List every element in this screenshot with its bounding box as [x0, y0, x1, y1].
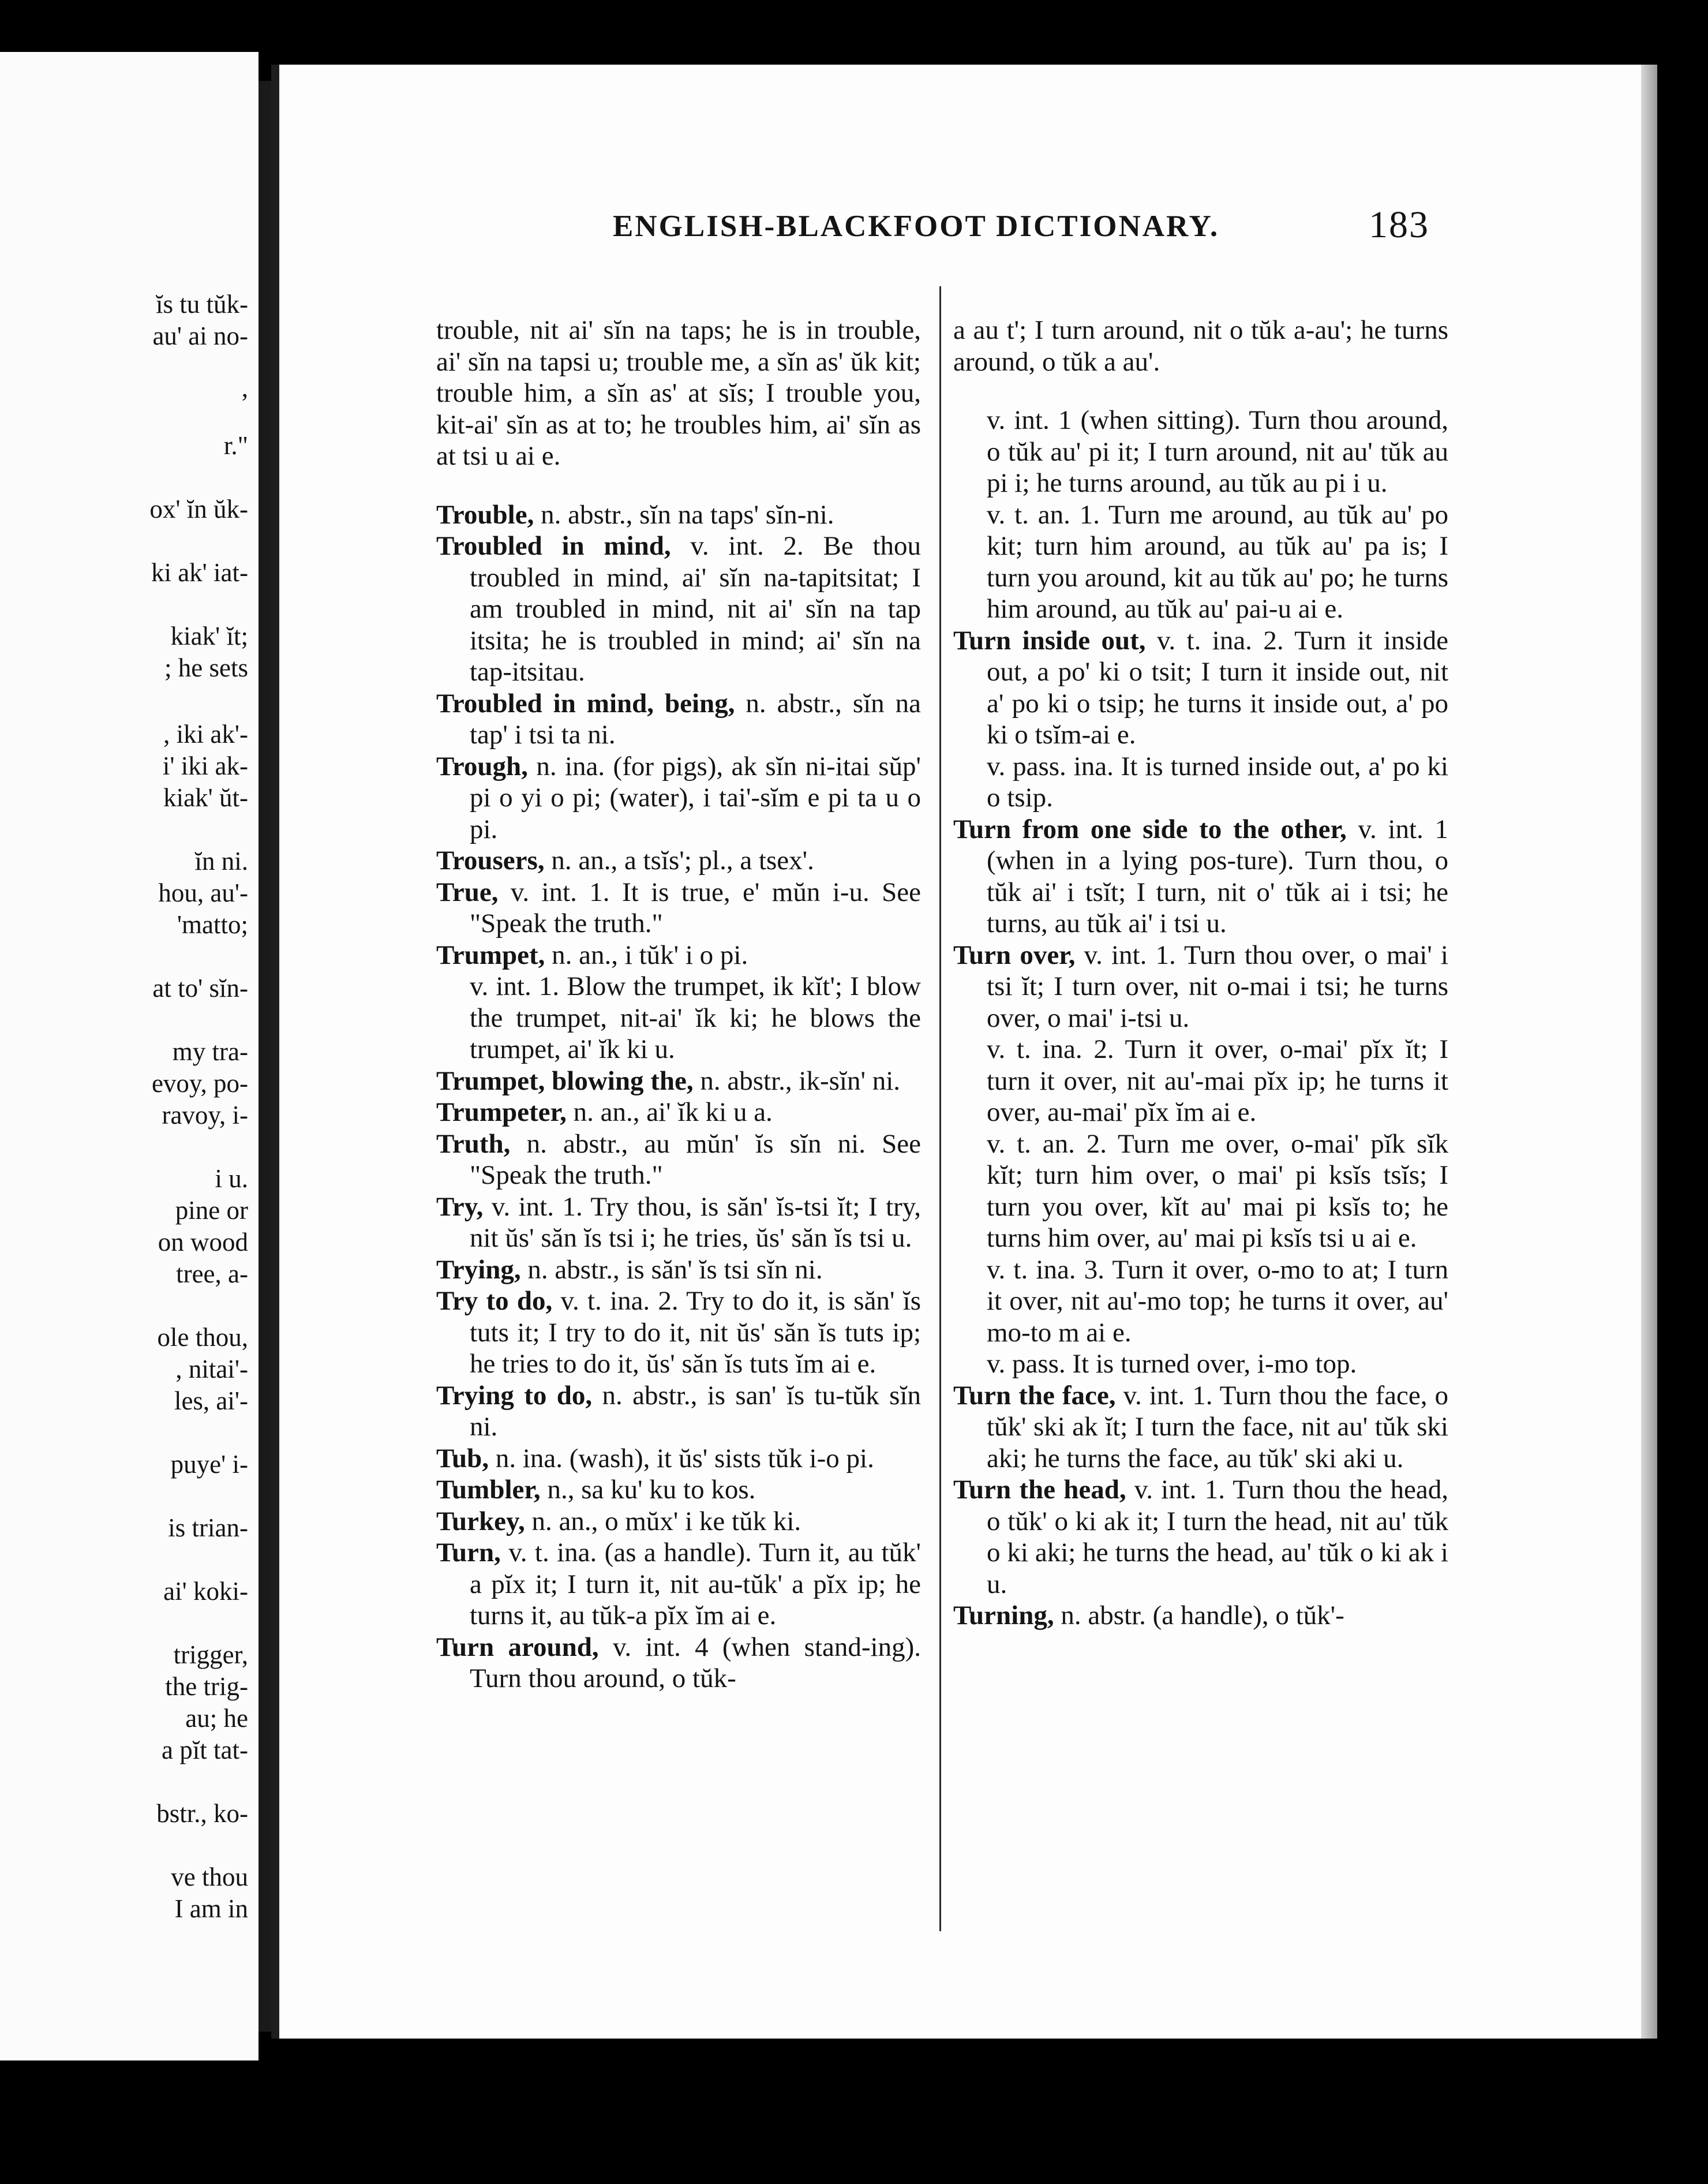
entry-headword: Turkey, — [436, 1506, 525, 1536]
entry-headword: Turn inside out, — [953, 625, 1146, 656]
dictionary-entry — [436, 1097, 921, 1128]
entry-headword: Troubled in mind, being, — [436, 688, 735, 719]
left-page-fragment: puye' i- — [170, 1450, 248, 1479]
entry-definition: v. int. 1. Turn thou the head, o tŭk' o ki ak it; I turn the head, nit au' tŭk o ki aki; he turns the head, au' tŭk o ki ak i u. — [987, 1475, 1449, 1599]
page-edge — [1641, 65, 1657, 2039]
left-page-fragment: ; he sets — [164, 653, 248, 682]
entry-headword: Truth, — [436, 1128, 511, 1159]
dictionary-entry — [953, 625, 1448, 751]
dictionary-entry — [436, 1443, 921, 1475]
entry-headword: Tub, — [436, 1443, 489, 1474]
left-page-fragment: ĭs tu tŭk- — [155, 290, 248, 319]
dictionary-entry — [436, 1474, 921, 1506]
dictionary-entry — [436, 499, 921, 531]
entry-sense: v. t. an. 1. Turn me around, au tŭk au' po kit; turn him around, au tŭk au' pa is; I turn you around, kit au tŭk au' po; he turns him around, au tŭk au' pai-u ai e. — [987, 499, 1448, 624]
entry-headword: Turning, — [953, 1600, 1054, 1630]
dictionary-entry — [436, 1254, 921, 1286]
left-page-fragment: r." — [223, 431, 248, 460]
left-page-fragment: les, ai'- — [174, 1386, 248, 1415]
entry-definition: n. abstr., ik-sĭn' ni. — [693, 1065, 901, 1096]
left-page-fragment: at to' sĭn- — [152, 974, 248, 1003]
entry-sense: v. int. 1. Blow the trumpet, ik kĭt'; I blow the trumpet, nit-ai' ĭk ki; he blows the trumpet, ai' ĭk ki u. — [470, 971, 921, 1064]
entry-definition: n. an., a tsĭs'; pl., a tsex'. — [544, 846, 814, 876]
dictionary-entry — [436, 1065, 921, 1097]
entry-definition: n. ina. (wash), it ŭs' sists tŭk i-o pi. — [489, 1443, 874, 1474]
dictionary-entry — [436, 1285, 921, 1380]
left-page-fragment: I am in — [174, 1894, 248, 1923]
entry-headword: Turn, — [436, 1538, 501, 1568]
entry-definition: v. int. 1 (when in a lying pos-ture). Turn thou, o tŭk ai' i tsĭt; I turn, nit o' tŭk ai i tsi; he turns, au tŭk ai' i tsi u. — [987, 814, 1448, 938]
entry-definition: n. abstr., sĭn na taps' sĭn-ni. — [534, 499, 834, 530]
dictionary-entry — [953, 1474, 1448, 1600]
left-page-fragment: , iki ak'- — [163, 720, 248, 749]
entry-headword: Trying, — [436, 1254, 521, 1285]
left-page-fragment: ki ak' iat- — [151, 558, 248, 587]
left-page-fragment: trigger, — [173, 1640, 248, 1669]
left-page-fragment: is trian- — [168, 1513, 248, 1542]
dictionary-entry — [953, 1380, 1448, 1475]
left-page-fragment: , nitai'- — [175, 1355, 248, 1383]
left-page-fragment: ole thou, — [157, 1323, 248, 1352]
dictionary-entry — [953, 940, 1448, 1034]
entry-definition: n. ina. (for pigs), ak sĭn ni-itai sŭp' pi o yi o pi; (water), i tai'-sĭm e pi ta u o pi. — [470, 751, 921, 844]
entry-headword: Turn from one side to the other, — [953, 814, 1347, 844]
entry-definition: v. int. 1. Turn thou over, o mai' i tsi ĭt; I turn over, nit o-mai i tsi; he turns over, o mai' i-tsi u. — [987, 940, 1448, 1033]
running-header: ENGLISH-BLACKFOOT DICTIONARY. — [613, 210, 1220, 243]
entry-definition: n. abstr., is san' ĭs tu-tŭk sĭn ni. — [470, 1380, 922, 1442]
left-page-fragment: au' ai no- — [152, 321, 248, 350]
entry-continuation: a au t'; I turn around, nit o tŭk a-au'; he turns around, o tŭk a au'. — [953, 315, 1448, 377]
entry-headword: True, — [436, 877, 499, 907]
left-page-fragment: pine or — [175, 1196, 248, 1225]
entry-definition: v. int. 2. Be thou troubled in mind, ai' sĭn na-tapitsitat; I am troubled in mind, nit ai' sĭn na tap itsita; he is troubled in mind; ai' sĭn na tap-itsitau. — [470, 531, 921, 687]
entry-headword: Try to do, — [436, 1286, 553, 1316]
left-page-fragment: ravoy, i- — [162, 1101, 248, 1130]
entry-definition: v. int. 1. It is true, e' mŭn i-u. See "Speak the truth." — [470, 877, 921, 938]
entry-definition: v. int. 1. Try thou, is săn' ĭs-tsi ĭt; I try, nit ŭs' săn ĭs tsi i; he tries, ŭs' săn ĭs tsi u. — [470, 1191, 921, 1253]
page-number: 183 — [1369, 204, 1429, 246]
entry-definition: n., sa ku' ku to kos. — [540, 1475, 756, 1505]
entry-headword: Try, — [436, 1191, 484, 1222]
left-page-fragment: kiak' ĭt; — [170, 622, 248, 650]
left-page-fragment: ve thou — [171, 1863, 248, 1891]
entry-sense: v. t. ina. 3. Turn it over, o-mo to at; I turn it over, nit au'-mo top; he turns it over, au' mo-to m ai e. — [987, 1254, 1448, 1348]
entry-headword: Trough, — [436, 751, 528, 781]
dictionary-entry — [436, 688, 921, 751]
dictionary-entry — [436, 845, 921, 877]
entry-headword: Tumbler, — [436, 1475, 541, 1505]
entry-definition: n. abstr. (a handle), o tŭk'- — [1054, 1600, 1344, 1630]
left-page-fragment: evoy, po- — [151, 1069, 248, 1098]
entry-sense: v. int. 1 (when sitting). Turn thou around, o tŭk au' pi it; I turn around, nit au' tŭk au pi i; he turns around, au tŭk au pi i u. — [987, 405, 1448, 498]
column-right — [953, 287, 1448, 1632]
entry-headword: Trying to do, — [436, 1380, 593, 1411]
entry-definition: v. int. 4 (when stand-ing). Turn thou around, o tŭk- — [470, 1632, 921, 1693]
dictionary-entry — [436, 940, 921, 971]
left-page-fragment: 'matto; — [177, 910, 248, 939]
column-rule — [939, 286, 941, 1931]
entry-definition: v. int. 1. Turn thou the face, o tŭk' ski ak ĭt; I turn the face, nit au' tŭk ski aki; he turns the face, au tŭk' ski aki u. — [987, 1380, 1448, 1474]
entry-sense: v. pass. ina. It is turned inside out, a' po ki o tsip. — [987, 751, 1448, 813]
left-page-fragment: ox' ĭn ŭk- — [149, 495, 248, 523]
dictionary-entry — [953, 1600, 1448, 1632]
dictionary-entry — [436, 751, 921, 846]
left-page-fragment: kiak' ŭt- — [163, 783, 248, 812]
left-page-fragment: ai' koki- — [163, 1577, 248, 1606]
left-page-fragment: on wood — [158, 1228, 248, 1256]
entry-continuation: trouble, nit ai' sĭn na taps; he is in trouble, ai' sĭn na tapsi u; trouble me, a sĭn as' ŭk kit; trouble him, a sĭn as' at sĭs; I trouble you, kit-ai' sĭn as at to; he troubles him, ai' sĭn as at tsi u ai e. — [436, 315, 921, 471]
dictionary-entry — [436, 1537, 921, 1632]
dictionary-entry — [436, 877, 921, 940]
entry-headword: Turn over, — [953, 940, 1076, 970]
entry-headword: Trumpeter, — [436, 1097, 567, 1127]
entry-definition: n. abstr., is săn' ĭs tsi sĭn ni. — [520, 1254, 823, 1285]
left-page-fragment: tree, a- — [176, 1259, 248, 1288]
entry-headword: Troubled in mind, — [436, 531, 671, 561]
entry-definition: v. t. ina. 2. Turn it inside out, a po' ki o tsit; I turn it inside out, nit a' po ki o tsip; he turns it inside out, a' po ki o tsĭm-ai e. — [987, 625, 1449, 750]
entry-definition: n. an., i tŭk' i o pi. — [545, 940, 748, 970]
entry-definition: n. abstr., au mŭn' ĭs sĭn ni. See "Speak the truth." — [470, 1128, 921, 1190]
dictionary-entry — [436, 1380, 921, 1443]
left-page-text — [0, 0, 259, 2184]
entry-headword: Turn the head, — [953, 1475, 1126, 1505]
entry-sense: v. t. an. 2. Turn me over, o-mai' pĭk sĭk kĭt; turn him over, o mai' pi ksĭs tsĭs; I turn you over, kĭt au' mai pi ksĭs to; he turns him over, au' mai pi ksĭs tsi u ai e. — [987, 1128, 1448, 1253]
entry-definition: v. t. ina. 2. Try to do it, is săn' ĭs tuts it; I try to do it, nit ŭs' săn ĭs tuts ip; he tries to do it, ŭs' săn ĭs tuts ĭm ai e. — [470, 1286, 922, 1379]
left-page-fragment: i u. — [215, 1164, 248, 1193]
dictionary-entry — [436, 530, 921, 688]
dictionary-entry — [436, 1128, 921, 1191]
entry-headword: Trouble, — [436, 499, 534, 530]
entry-headword: Turn around, — [436, 1632, 599, 1662]
left-page-fragment: the trig- — [165, 1672, 248, 1701]
left-page-fragment: bstr., ko- — [156, 1799, 248, 1828]
entry-headword: Turn the face, — [953, 1380, 1116, 1411]
left-page-fragment: my tra- — [172, 1037, 248, 1066]
entry-sense: v. pass. It is turned over, i-mo top. — [987, 1349, 1357, 1379]
dictionary-entry — [953, 814, 1448, 940]
entry-headword: Trumpet, blowing the, — [436, 1065, 694, 1096]
dictionary-entry — [436, 1506, 921, 1538]
entry-sense: v. t. ina. 2. Turn it over, o-mai' pĭx ĭt; I turn it over, nit au'-mai pĭx ip; he turns it over, au-mai' pĭx ĭm ai e. — [987, 1034, 1448, 1127]
column-left — [436, 287, 921, 1695]
left-page-fragment: , — [241, 373, 248, 402]
entry-definition: n. abstr., sĭn na tap' i tsi ta ni. — [470, 688, 921, 750]
left-page-fragment: hou, au'- — [158, 878, 248, 907]
left-page-fragment: ĭn ni. — [194, 847, 248, 876]
left-page-fragment: au; he — [185, 1704, 248, 1733]
entry-definition: v. t. ina. (as a handle). Turn it, au tŭk' a pĭx it; I turn it, nit au-tŭk' a pĭx ip; he turns it, au tŭk-a pĭx ĭm ai e. — [470, 1538, 921, 1630]
left-page-fragment: a pĭt tat- — [162, 1736, 248, 1764]
entry-definition: n. an., o mŭx' i ke tŭk ki. — [525, 1506, 801, 1536]
left-page-fragment: i' iki ak- — [162, 751, 248, 780]
entry-headword: Trousers, — [436, 846, 545, 876]
entry-headword: Trumpet, — [436, 940, 545, 970]
dictionary-entry — [436, 1632, 921, 1695]
dictionary-entry — [436, 1191, 921, 1254]
entry-definition: n. an., ai' ĭk ki u a. — [566, 1097, 773, 1127]
